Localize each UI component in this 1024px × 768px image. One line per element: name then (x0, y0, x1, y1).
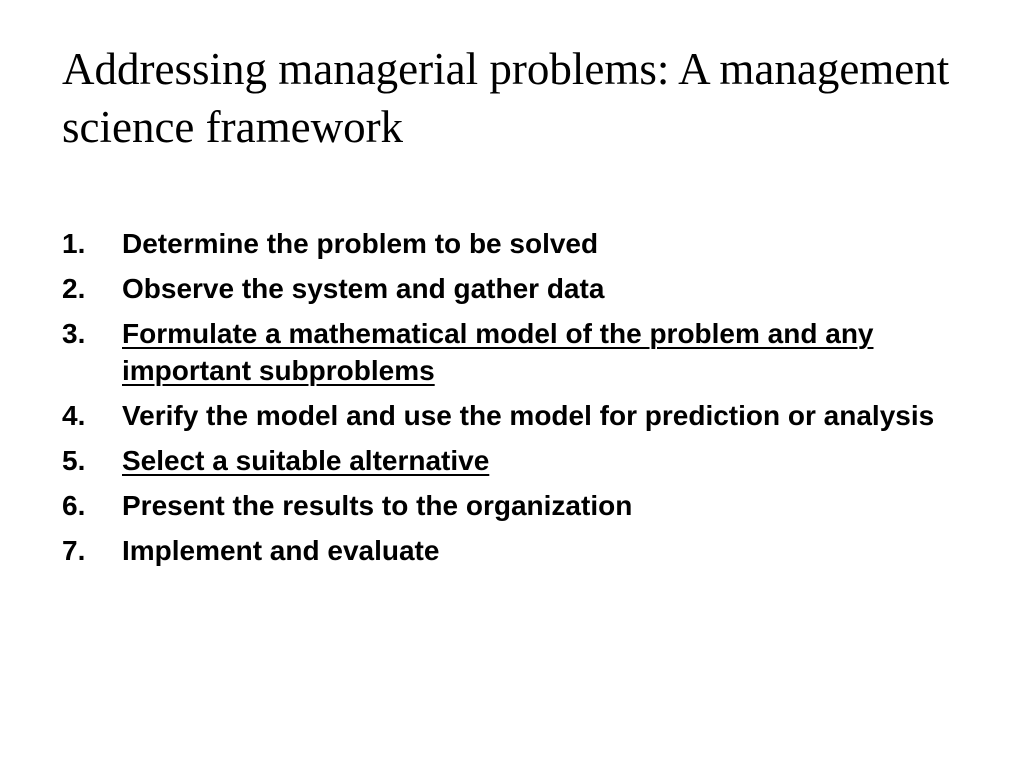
step-number: 6. (62, 490, 86, 521)
step-text: Select a suitable alternative (122, 445, 490, 476)
steps-list (62, 225, 962, 577)
step-number: 3. (62, 318, 86, 349)
list-item (62, 487, 962, 524)
step-number: 5. (62, 445, 86, 476)
step-number: 2. (62, 273, 86, 304)
list-item (62, 397, 962, 434)
list-item (62, 225, 962, 262)
step-text: Verify the model and use the model for prediction or analysis (122, 400, 935, 431)
list-item (62, 532, 962, 569)
step-text: Observe the system and gather data (122, 273, 605, 304)
step-number: 4. (62, 400, 86, 431)
step-text: Implement and evaluate (122, 535, 440, 566)
list-item (62, 270, 962, 307)
slide-title: Addressing managerial problems: A management science framework (62, 44, 950, 152)
step-text: Present the results to the organization (122, 490, 633, 521)
step-number: 1. (62, 228, 86, 259)
step-text: Determine the problem to be solved (122, 228, 599, 259)
list-item (62, 315, 962, 389)
list-item (62, 442, 962, 479)
step-number: 7. (62, 535, 86, 566)
step-text: Formulate a mathematical model of the problem and any important subproblems (122, 318, 874, 386)
